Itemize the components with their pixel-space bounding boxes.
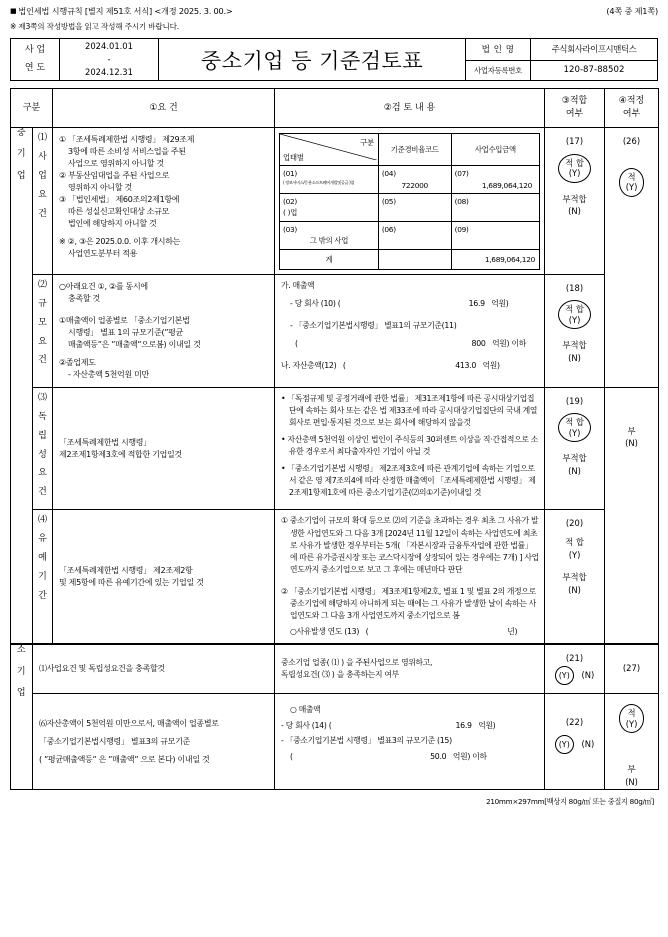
fiscal-year-to: 2024.12.31 xyxy=(85,67,133,78)
requirement-text-independence: 「조세특례제한법 시행령」 제2조제1항제3호에 적합한 기업일것 xyxy=(53,387,275,510)
fiscal-year-from: 2024.01.01 xyxy=(85,41,133,51)
square-bullet-icon: ■ xyxy=(10,7,17,15)
small-size-standard-value-15: 50.0 xyxy=(430,751,447,761)
small-own-company-label-14: - 당 회사 (14) ( xyxy=(281,720,332,730)
biz-no-value: 120-87-88502 xyxy=(531,60,658,80)
requirement-text-grace: 「조세특례제한법 시행령」 제2조제2항 및 제5항에 따른 유예기간에 있는 기업일 것 xyxy=(53,510,275,644)
expense-code-cell-06: (06) xyxy=(378,221,451,249)
criteria-table xyxy=(10,88,659,790)
fiscal-year-label: 사 업 연 도 xyxy=(11,39,60,81)
col-header-requirement: ①요 건 xyxy=(53,89,275,128)
col-header-review: ②검 토 내 용 xyxy=(275,89,545,128)
corner-label-biztype: 업태별 xyxy=(283,152,304,162)
corp-name-value: 주식회사라이프시맨틱스 xyxy=(531,39,658,61)
independence-bullet-3: • 「중소기업기본법 시행령」 제2조제3호에 따른 관계기업에 속하는 기업으로서 같은 영 제7조의4에 따라 산정한 매출액이 「조세특례제한법 시행령」 제2조제1항제1호에 따른 중소기업기준(⑵의①기준)이내일 것 xyxy=(281,464,536,498)
form-note: ※ 제3쪽의 작성방법을 읽고 작성해 주시기 바랍니다. xyxy=(10,22,180,31)
biztype-cell-01: (01) ( 정보서비스/응용소프트웨어개발및공급 )업 xyxy=(280,166,379,194)
small-own-company-value-14: 16.9 xyxy=(455,720,472,730)
fit-status-20[interactable]: (20) 적 합 (Y) 부적합 (N) xyxy=(545,510,605,644)
proper-status-no[interactable]: 부 (N) xyxy=(605,387,659,644)
biztype-cell-02: (02) ( )업 xyxy=(280,193,379,221)
fiscal-year-dash: - xyxy=(107,54,111,65)
biztype-name-02: ( )업 xyxy=(283,208,298,218)
revenue-value-07: 1,689,064,120 xyxy=(481,180,533,190)
revenue-section-label: 가. 매출액 xyxy=(281,280,315,290)
fit-status-21[interactable] xyxy=(545,644,605,694)
review-size-requirement: 가. 매출액 - 당 회사 (10) ( 16.9 억원) - 「중소기업기본법시행령」 별표1의 규모기준(11) ( 800 억원) 이하 나. 자산총액(12) ( 413.0 억원) xyxy=(275,274,545,387)
form-header-line xyxy=(10,6,658,17)
total-revenue-value: 1,689,064,120 xyxy=(451,249,539,269)
fit-code-19: (19) xyxy=(565,395,584,406)
form-reference-text: 법인세법 시행규칙 [별지 제51호 서식] <개정 2025. 3. 00.> xyxy=(18,6,233,16)
table-row xyxy=(280,166,540,194)
col-header-category: 구분 xyxy=(11,89,53,128)
total-assets-value-12: 413.0 xyxy=(455,361,477,371)
fit-yes-circled-18[interactable]: 적 합 (Y) xyxy=(558,300,591,329)
proper-yes-circled-small[interactable]: 적 (Y) xyxy=(619,704,645,733)
proper-status-27[interactable] xyxy=(605,644,659,694)
fit-code-22: (22) xyxy=(565,717,584,728)
total-code-empty xyxy=(378,249,451,269)
fit-code-21: (21) xyxy=(565,652,584,663)
review-grace-period: ① 중소기업이 규모의 확대 등으로 ⑵의 기준을 초과하는 경우 최초 그 사유가 발생한 사업연도와 그 다음 3개 [2024년 11월 12일이 속하는 사업연도에 최초로 사유가 발생한 경우부터는 5개( 「자본시장과 금융투자업에 관한 법률」 에 따른 유가증권시장 또는 코스닥시장에 상장되어 있는 경우에는 7개) ] 사업연도까지 중소기업으로 보고 그 후에는 매년마다 판단 ② 「중소기업기본법 시행령」 제3조제1항제2호, 별표 1 및 별표 2의 개정으로 중소기업에 해당하지 아니하게 되는 때에는 그 사유가 발생한 날이 속하는 사업연도와 그 다음 3개 사업연도까지 중소기업으로 봄 ○사유발생 연도 (13) ( 년) xyxy=(275,510,545,644)
fit-status-19[interactable]: (19) 적 합 (Y) 부적합 (N) xyxy=(545,387,605,510)
page-reference: (4쪽 중 제1쪽) xyxy=(606,6,658,16)
fit-yes-20[interactable]: 적 합 xyxy=(565,537,584,548)
grace-year-unit: 년) xyxy=(507,627,518,637)
corner-label-division: 구분 xyxy=(360,138,374,148)
requirement-text-business: ① 「조세특례제한법 시행령」 제29조제 3항에 따른 소비성 서비스업을 주된 사업으로 영위하지 아니할 것 ② 부동산임대업을 주된 사업으로 영위하지 아니할 것 ③ 「법인세법」 제60조의2제1항에 따른 성실신고확인대상 소규모 법인에 해당하지 아니할 것 ※ ②, ③은 2025.0.0. 이후 개시하는 사업연도분부터 적용 xyxy=(53,128,275,275)
fit-code-18: (18) xyxy=(565,282,584,293)
business-type-header-row xyxy=(280,134,540,166)
review-small-business: 중소기업 업종( ⑴ ) 을 주된사업으로 영위하고, 독립성요건( ⑶ ) 을 충족하는지 여부 xyxy=(275,644,545,694)
table-row-business-requirement xyxy=(11,128,659,275)
biztype-cell-03: (03) 그 밖의 사업 xyxy=(280,221,379,249)
requirement-text-small-business: ⑴사업요건 및 독립성요건을 충족할것 xyxy=(33,644,275,694)
size-standard-label-11: - 「중소기업기본법시행령」 별표1의 규모기준(11) xyxy=(290,321,457,331)
biz-no-label: 사업자등록번호 xyxy=(466,60,531,80)
col-header-proper: ④적정 여부 xyxy=(605,89,659,128)
table-row-total xyxy=(280,249,540,269)
table-header-row xyxy=(11,89,659,128)
page-title: 중소기업 등 기준검토표 xyxy=(159,39,466,81)
fit-status-22[interactable] xyxy=(545,694,605,790)
proper-no-small[interactable]: 부 xyxy=(627,764,636,775)
fit-code-17: (17) xyxy=(565,136,584,147)
col-header-fit: ③적합 여부 xyxy=(545,89,605,128)
own-company-revenue-label-10: - 당 회사 (10) ( xyxy=(290,298,341,308)
proper-yes-circled-26[interactable]: 적 (Y) xyxy=(619,168,645,197)
fit-no-20[interactable]: 부적합 xyxy=(562,572,587,583)
total-label: 계 xyxy=(280,249,379,269)
own-company-revenue-value-10: 16.9 xyxy=(468,298,485,308)
small-size-standard-label-15: - 「중소기업기본법 시행령」 별표3의 규모기준 (15) xyxy=(281,736,452,746)
fit-yes-circled-22[interactable]: (Y) xyxy=(555,735,574,754)
small-revenue-section-label: ○ 매출액 xyxy=(290,705,321,715)
biztype-name-03: 그 밖의 사업 xyxy=(309,236,349,246)
col-header-expense-rate-code: 기준경비율코드 xyxy=(378,134,451,166)
fit-no-17[interactable]: 부적합 xyxy=(562,193,587,204)
fit-yes-circled-17[interactable]: 적 합 (Y) xyxy=(558,154,591,183)
fit-status-18[interactable]: (18) 적 합 (Y) 부적합 (N) xyxy=(545,274,605,387)
review-business-inner-table-cell xyxy=(275,128,545,275)
row-label-business-requirement: ⑴ 사 업 요 건 xyxy=(33,128,53,275)
business-type-corner-cell xyxy=(280,134,379,166)
row-label-independence-requirement: ⑶ 독 립 성 요 건 xyxy=(33,387,53,510)
table-row-small-business-requirement xyxy=(11,644,659,694)
proper-status-small[interactable]: 적 (Y) 부 (N) xyxy=(605,694,659,790)
row-label-grace-period: ⑷ 유 예 기 간 xyxy=(33,510,53,644)
fit-status-17[interactable]: (17) 적 합 (Y) 부적합 (N) xyxy=(545,128,605,275)
proper-status-26[interactable] xyxy=(605,128,659,388)
revenue-cell-09: (09) xyxy=(451,221,539,249)
independence-bullet-2: • 자산총액 5천억원 이상인 법인이 주식등의 30퍼센트 이상을 직·간접적으로 소유한 경우로서 최다출자자인 기업이 아닐 것 xyxy=(281,435,539,457)
biztype-name-01: ( 정보서비스/응용소프트웨어개발및공급 )업 xyxy=(283,179,354,185)
review-independence-requirement xyxy=(275,387,545,510)
table-row-grace-period xyxy=(11,510,659,644)
revenue-cell-08: (08) xyxy=(451,193,539,221)
fit-code-20: (20) xyxy=(565,518,584,529)
col-header-business-revenue: 사업수입금액 xyxy=(451,134,539,166)
fit-yes-circled-19[interactable]: 적 합 (Y) xyxy=(558,413,591,442)
row-label-size-requirement: ⑵ 규 모 요 건 xyxy=(33,274,53,387)
table-row-small-size-requirement xyxy=(11,694,659,790)
fit-no-19[interactable]: 부적합 xyxy=(562,453,587,464)
review-small-size: ○ 매출액 - 당 회사 (14) ( 16.9 억원) - 「중소기업기본법 시행령」 별표3의 규모기준 (15) ( 50.0 억원) 이하 xyxy=(275,694,545,790)
category-label-small-enterprise: 소 기 업 xyxy=(11,644,33,790)
total-assets-label-12: 나. 자산총액(12) xyxy=(281,361,337,371)
paper-spec-footer: 210mm×297mm[백상지 80g/㎡ 또는 중질지 80g/㎡] xyxy=(486,797,654,807)
fit-no-18[interactable]: 부적합 xyxy=(562,340,587,351)
proper-code-26: (26) xyxy=(622,136,641,147)
grace-year-label-13: ○사유발생 연도 (13) xyxy=(290,627,360,637)
fit-no-22[interactable]: (N) xyxy=(581,738,595,749)
business-type-table xyxy=(279,133,540,270)
size-standard-value-11: 800 xyxy=(471,339,486,349)
requirement-text-size: ○아래요건 ①, ②를 동시에 충족할 것 ①매출액이 업종별로 「중소기업기본법 시행령」 별표 1의 규모기준(ˮ평균 매출액등ˮ은 ˮ매출액ˮ으로봄) 이내일 것 ②졸업제도 - 자산총액 5천억원 미만 xyxy=(53,274,275,387)
proper-code-27: (27) xyxy=(622,663,641,674)
grace-item-1: ① 중소기업이 규모의 확대 등으로 ⑵의 기준을 초과하는 경우 최초 그 사유가 발생한 사업연도와 그 다음 3개 [2024년 11월 12일이 속하는 사업연도에 최초로 사유가 발생한 경우부터는 5개( 「자본시장과 금융투자업에 관한 법률」 에 따른 유가증권시장 또는 코스닥시장에 상장되어 있는 경우에는 7개) ] 사업연도까지 중소기업으로 보고 그 후에는 매년마다 판단 xyxy=(281,516,539,574)
requirement-text-small-size: ⑹자산총액이 5천억원 미만으로서, 매출액이 업종별로 「중소기업기본법시행령」 별표3의 규모기준 ( ˮ평균매출액등ˮ 은 ˮ매출액ˮ 으로 본다) 이내일 것 xyxy=(33,694,275,790)
independence-bullet-1: • 「독점규제 및 공정거래에 관한 법률」 제31조제1항에 따른 공시대상기업집단에 속하는 회사 또는 같은 법 제33조에 따라 공시대상기업집단의 국내 계열회사로 편입·통지된 것으로 보는 회사에 해당하지 않을것 xyxy=(281,393,538,428)
title-block-table xyxy=(10,38,658,81)
table-row xyxy=(280,193,540,221)
form-reference xyxy=(10,6,233,17)
fit-no-21[interactable]: (N) xyxy=(581,670,595,681)
table-row xyxy=(280,221,540,249)
revenue-cell-07: (07) 1,689,064,120 xyxy=(451,166,539,194)
proper-no-label[interactable]: 부 xyxy=(627,425,636,436)
fit-yes-circled-21[interactable]: (Y) xyxy=(555,666,574,685)
fiscal-year-range xyxy=(60,39,159,81)
category-label-medium-enterprise: 중 기 업 xyxy=(11,128,33,645)
expense-code-value: 722000 xyxy=(401,180,428,190)
corp-name-label: 법 인 명 xyxy=(466,39,531,61)
table-row-size-requirement xyxy=(11,274,659,387)
grace-item-2: ② 「중소기업기본법 시행령」 제3조제1항제2호, 별표 1 및 별표 2의 개정으로 중소기업에 해당하지 아니하게 되는 때에는 그 사유가 발생한 날이 속하는 사업연도와 그 다음 3개 사업연도까지 중소기업으로 봄 xyxy=(281,586,536,621)
table-row-independence-requirement xyxy=(11,387,659,510)
expense-code-cell-04: (04) 722000 xyxy=(378,166,451,194)
expense-code-cell-05: (05) xyxy=(378,193,451,221)
